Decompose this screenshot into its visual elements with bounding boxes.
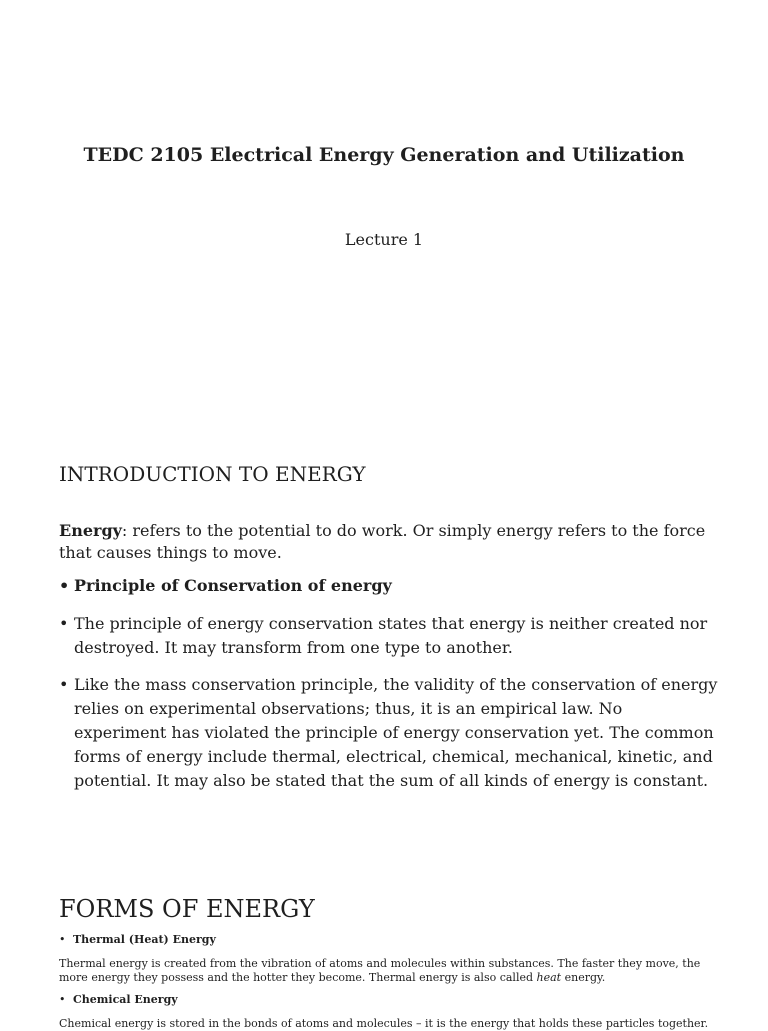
thermal-energy-paragraph	[59, 957, 709, 985]
list-item	[59, 574, 719, 598]
bullet-glyph: •	[59, 614, 69, 633]
definition-term: Energy	[59, 521, 122, 540]
bullet-text-principle-statement: The principle of energy conservation states that energy is neither created nor destroyed. It may transform from one type to another.	[74, 614, 708, 657]
thermal-text-end: energy.	[561, 971, 606, 984]
bullet-list-principle	[59, 574, 719, 598]
bullet-text-empirical-law: Like the mass conservation principle, the validity of the conservation of energy relies on experimental observations; thus, it is an empirical law. No experiment has violated the principle of energy conservation yet. The common forms of energy include thermal, electrical, chemical, mechanical, kinetic, and potential. It may also be stated that the sum of all kinds of energy is constant.	[74, 675, 718, 790]
bullet-list-empirical	[59, 673, 719, 793]
list-item	[59, 612, 719, 660]
energy-definition	[59, 520, 719, 564]
thermal-text-emphasis: heat	[536, 971, 562, 984]
form-item-thermal	[59, 933, 216, 947]
lecture-number: Lecture 1	[344, 230, 424, 249]
bullet-list-statement	[59, 612, 719, 660]
bullet-glyph: •	[59, 576, 70, 595]
bullet-glyph: •	[59, 675, 69, 694]
bullet-glyph: •	[59, 933, 66, 946]
definition-text: : refers to the potential to do work. Or simply energy refers to the force that causes things to move.	[59, 521, 706, 562]
section-heading-forms: FORMS OF ENERGY	[59, 895, 315, 923]
bullet-glyph: •	[59, 993, 66, 1006]
list-item	[59, 673, 719, 793]
chemical-energy-paragraph: Chemical energy is stored in the bonds of atoms and molecules – it is the energy that holds these particles together.	[59, 1017, 709, 1030]
section-heading-introduction: INTRODUCTION TO ENERGY	[59, 462, 366, 486]
bullet-text-principle-heading: Principle of Conservation of energy	[74, 576, 392, 595]
form-label-thermal: Thermal (Heat) Energy	[73, 933, 216, 946]
form-item-chemical	[59, 993, 178, 1007]
document-title: TEDC 2105 Electrical Energy Generation and Utilization	[83, 144, 685, 166]
thermal-text-part: Thermal energy is created from the vibration of atoms and molecules within substances. The faster they move, the more energy they possess and the hotter they become. Thermal energy is also called	[59, 957, 701, 984]
form-label-chemical: Chemical Energy	[73, 993, 178, 1006]
